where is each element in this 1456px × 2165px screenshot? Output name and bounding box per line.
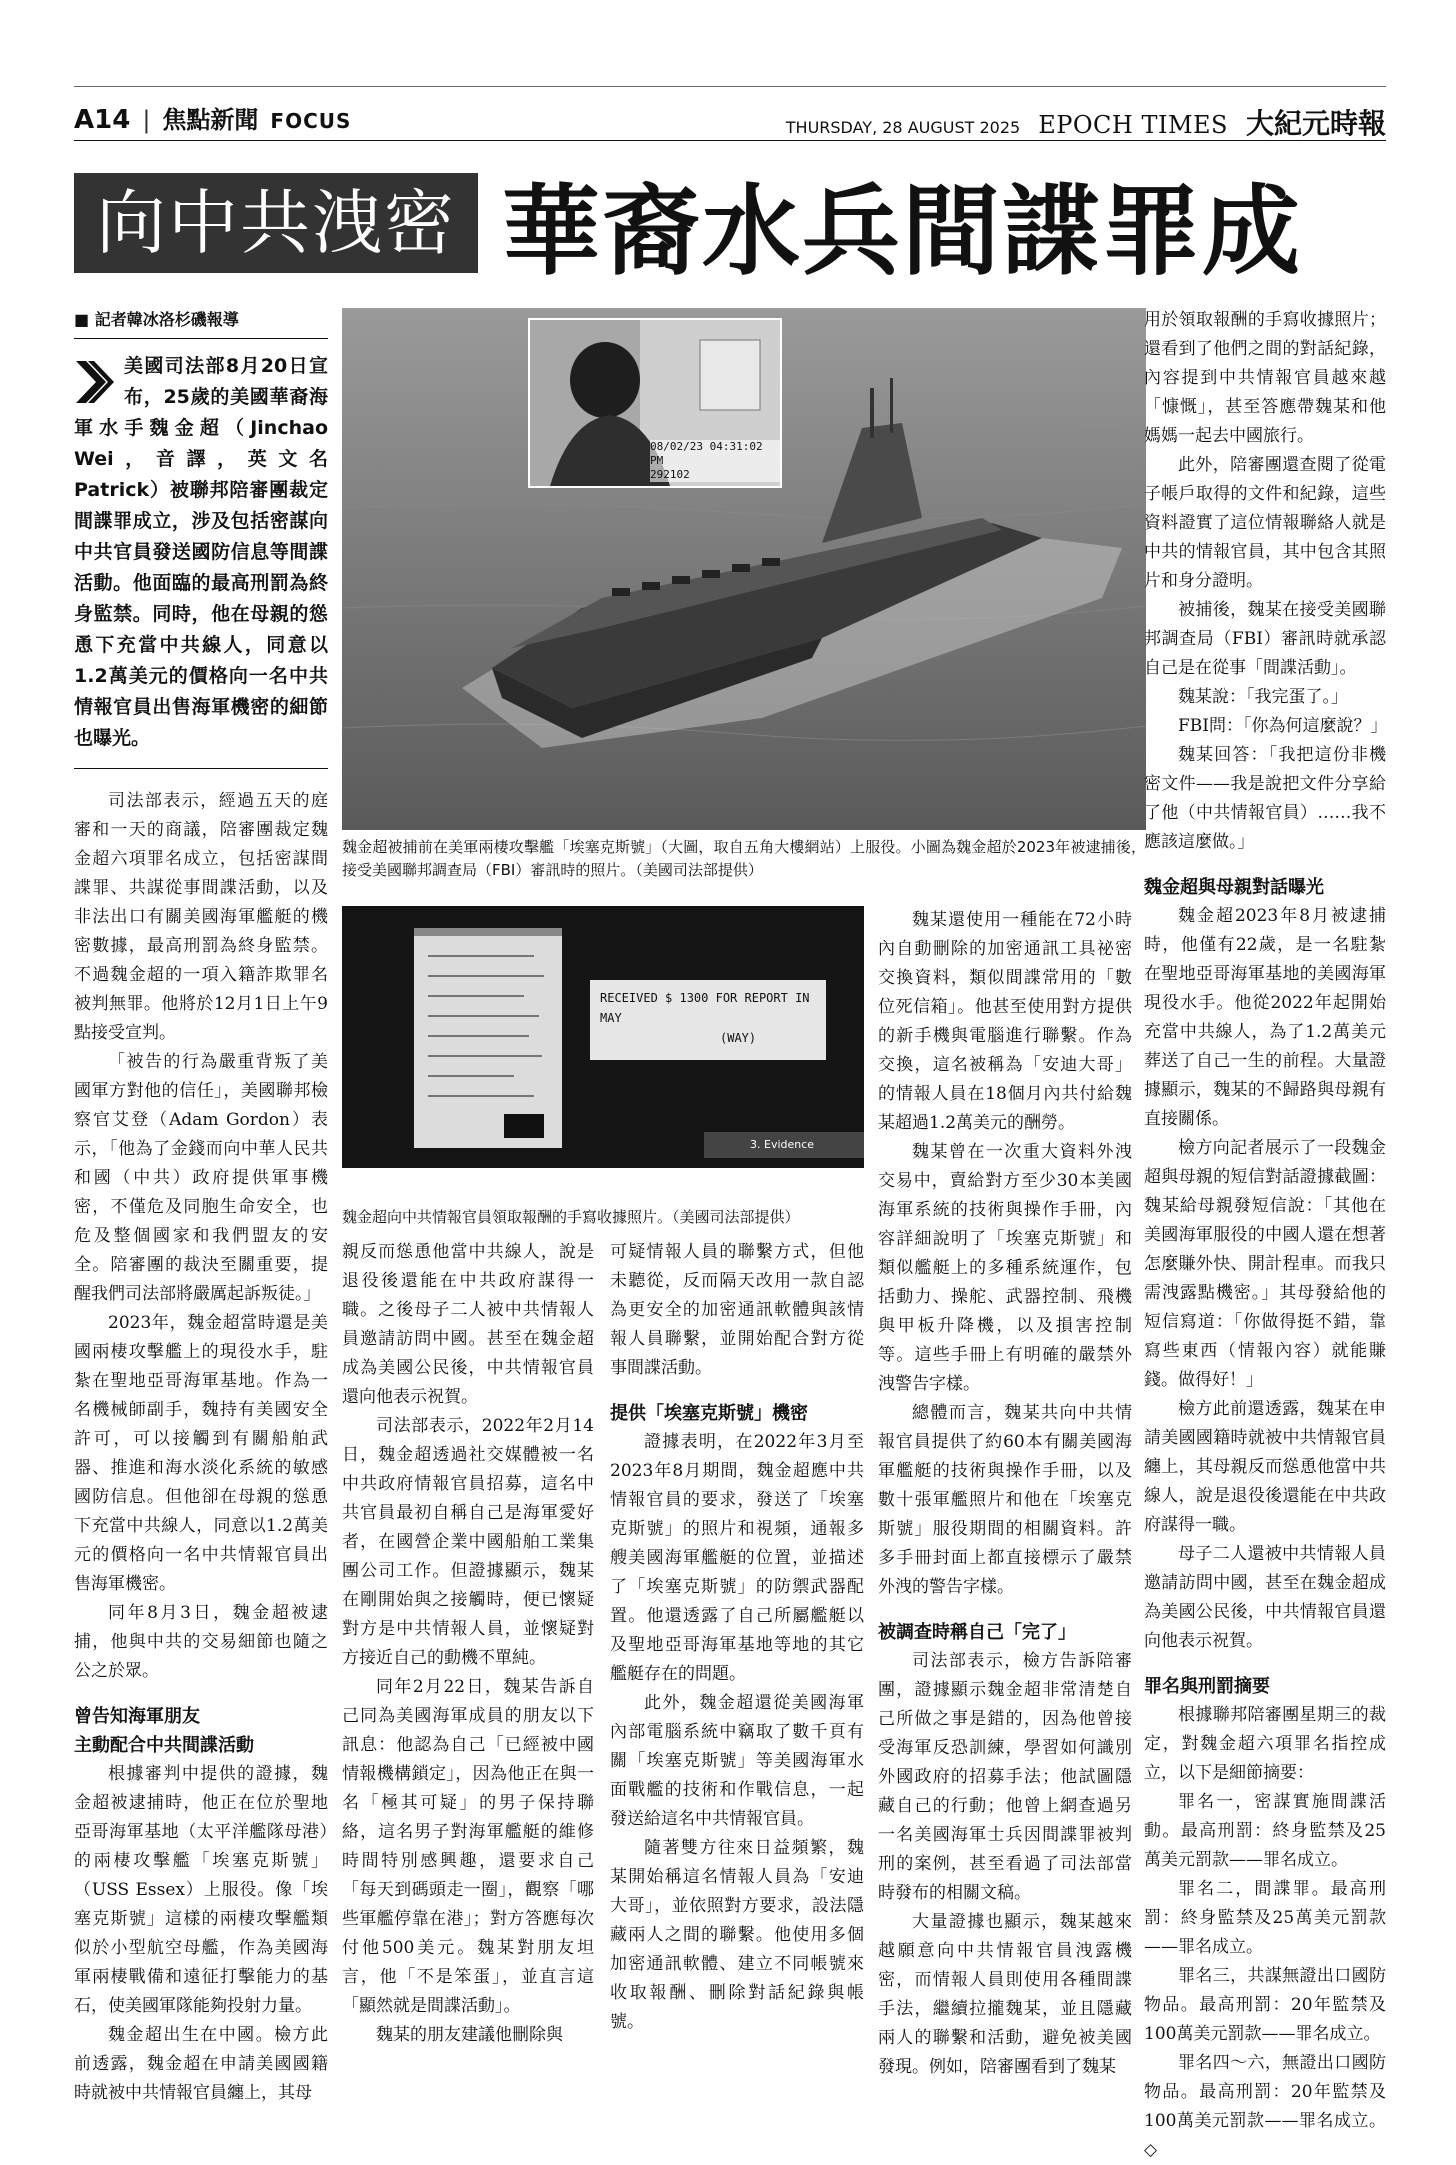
subheading: 曾告知海軍朋友: [74, 1706, 200, 1727]
receipt-closeup: [590, 980, 826, 1060]
byline: ■ 記者韓冰洛杉磯報導: [74, 310, 239, 329]
issue-date: THURSDAY, 28 AUGUST 2025: [785, 118, 1021, 137]
paper-name-en: EPOCH TIMES: [1038, 111, 1228, 139]
lead-rule: [74, 768, 328, 769]
paragraph: 同年8月3日，魏金超被逮捕，他與中共的交易細節也隨之公之於眾。: [74, 1603, 328, 1681]
paragraph: 司法部表示，經過五天的庭審和一天的商議，陪審團裁定魏金超六項罪名成立，包括密謀間諜罪、共謀從事間諜活動，以及非法出口有關美國海軍艦艇的機密數據，最高刑罰為終身監禁。不過魏金超的一項入籍詐欺罪名被判無罪。他將於12月1日上午9點接受宣判。: [74, 791, 328, 1043]
notebook-page: [414, 928, 562, 1148]
paragraph: 「被告的行為嚴重背叛了美國軍方對他的信任」，美國聯邦檢察官艾登（Adam Gordon）表示，「他為了金錢而向中華人民共和國（中共）政府提供軍事機密，不僅危及同胞生命安全，也危及整個國家和我們盟友的安全。陪審團的裁決至關重要，提醒我們司法部將嚴厲起訴叛徒。」: [74, 1052, 328, 1304]
receipt-photo: [342, 906, 864, 1168]
paragraph: 檢方此前還透露，魏某在申請美國國籍時就被中共情報官員纏上，其母親反而慫恿他當中共線人，說是退役後還能在中共政府謀得一職。: [1144, 1399, 1386, 1535]
notebook-lines: [414, 936, 562, 1148]
paragraph: 司法部表示，檢方告訴陪審團，證據顯示魏金超非常清楚自己所做之事是錯的，因為他曾接受海軍反恐訓練，學習如何識別外國政府的招募手法；他試圖隱藏自己的行動；他曾上網查過另一名美國海軍士兵因間諜罪被判刑的案例，甚至看過了司法部當時發布的相關文稿。: [878, 1651, 1132, 1903]
paragraph: 罪名二，間諜罪。最高刑罰：終身監禁及25萬美元罰款——罪名成立。: [1144, 1879, 1386, 1957]
paragraph: 魏某的朋友建議他刪除與: [376, 2025, 563, 2045]
masthead-separator: |: [142, 106, 151, 134]
paragraph: 被捕後，魏某在接受美國聯邦調查局（FBI）審訊時就承認自己是在從事「間諜活動」。: [1144, 600, 1386, 678]
paragraph: 同年2月22日，魏某告訴自己同為美國海軍成員的朋友以下訊息：他認為自己「已經被中國情報機構鎖定」，因為他正在與一名「極其可疑」的男子保持聯絡，這名男子對海軍艦艇的維修時間特別感興趣，還要求自己「每天到碼頭走一圈」，觀察「哪些軍艦停靠在港」；對方答應每次付他500美元。魏某對朋友坦言，他「不是笨蛋」，並直言這「顯然就是間諜活動」。: [342, 1677, 594, 2016]
paragraph: 大量證據也顯示，魏某越來越願意向中共情報官員洩露機密，而情報人員則使用各種間諜手法，繼續拉攏魏某，並且隱藏兩人的聯繫和活動，避免被美國發現。例如，陪審團看到了魏某: [878, 1912, 1132, 2077]
section-title: 焦點新聞: [162, 106, 259, 134]
subheading: 被調查時稱自己「完了」: [878, 1622, 1076, 1643]
masthead-rule: [74, 140, 1386, 141]
headline-main: 華裔水兵間諜罪成: [502, 174, 1303, 289]
column-2: [342, 1238, 594, 2050]
paragraph: 司法部表示，2022年2月14日，魏金超透過社交媒體被一名中共政府情報官員招募，這名中共官員最初自稱自己是海軍愛好者，在國營企業中國船舶工業集團公司工作。但證據顯示，魏某在剛開始與之接觸時，便已懷疑對方是中共情報人員，並懷疑對方接近自己的動機不單純。: [342, 1416, 594, 1668]
subheading: 提供「埃塞克斯號」機密: [610, 1403, 808, 1424]
inset-photo: [528, 318, 782, 488]
paragraph: 2023年，魏金超當時還是美國兩棲攻擊艦上的現役水手，駐紮在聖地亞哥海軍基地。作為一名機械師副手，魏持有美國安全許可，可以接觸到有關船舶武器、推進和海水淡化系統的敏感國防信息。但他卻在母親的慫恿下充當中共線人，同意以1.2萬美元的價格向一名中共情報官員出售海軍機密。: [74, 1313, 328, 1594]
paragraph: 魏某曾在一次重大資料外洩交易中，賣給對方至少30本美國海軍系統的技術與操作手冊，內容詳細說明了「埃塞克斯號」和類似艦艇上的多種系統運作，包括動力、操舵、武器控制、飛機與甲板升降機，以及損害控制等。這些手冊上有明確的嚴禁外洩警告字樣。: [878, 1142, 1132, 1394]
paragraph: 罪名四～六，無證出口國防物品。最高刑罰：20年監禁及100萬美元罰款——罪名成立。◇: [1144, 2053, 1386, 2160]
receipt-text: RECEIVED $ 1300 FOR REPORT IN MAY: [600, 991, 810, 1025]
paragraph: 魏某說：「我完蛋了。」: [1178, 687, 1348, 707]
evidence-label: 3. Evidence: [704, 1132, 864, 1158]
paragraph: FBI問：「你為何這麼說？」: [1178, 716, 1388, 736]
subheading: 罪名與刑罰摘要: [1144, 1676, 1270, 1697]
page-number: A14: [74, 105, 131, 135]
masthead: [74, 100, 1386, 140]
paragraph: 隨著雙方往來日益頻繁，魏某開始稱這名情報人員為「安迪大哥」，並依照對方要求，設法隱藏兩人之間的聯繫。他使用多個加密通訊軟體、建立不同帳號來收取報酬、刪除對話紀錄與帳號。: [610, 1838, 864, 2032]
section-title-en: FOCUS: [270, 109, 352, 133]
photo-caption: 魏金超向中共情報官員領取報酬的手寫收據照片。（美國司法部提供）: [342, 1208, 800, 1226]
top-rule: [74, 86, 1386, 87]
paragraph: 總體而言，魏某共向中共情報官員提供了約60本有關美國海軍艦艇的技術與操作手冊，以及數十張軍艦照片和他在「埃塞克斯號」服役期間的相關資料。許多手冊封面上都直接標示了嚴禁外洩的警告字樣。: [878, 1403, 1132, 1597]
inset-timestamp: 08/02/23 04:31:02 PM: [650, 440, 763, 467]
paragraph: 可疑情報人員的聯繫方式，但他未聽從，反而隔天改用一款自認為更安全的加密通訊軟體與該情報人員聯繫，並開始配合對方從事間諜活動。: [610, 1242, 864, 1378]
column-4: [878, 906, 1132, 2082]
paragraph: 此外，陪審團還查閱了從電子帳戶取得的文件和紀錄，這些資料證實了這位情報聯絡人就是中共的情報官員，其中包含其照片和身分證明。: [1144, 455, 1386, 591]
subheading: 主動配合中共間諜活動: [74, 1735, 254, 1756]
chevron-right-icon: [74, 357, 114, 407]
paragraph: 魏金超出生在中國。檢方此前透露，魏金超在申請美國國籍時就被中共情報官員纏上，其母: [74, 2025, 328, 2103]
paragraph: 用於領取報酬的手寫收據照片；還看到了他們之間的對話紀錄，內容提到中共情報官員越來越「慷慨」，甚至答應帶魏某和他媽媽一起去中國旅行。: [1144, 310, 1386, 446]
photo-caption: 魏金超被捕前在美軍兩棲攻擊艦「埃塞克斯號」（大圖，取自五角大樓網站）上服役。小圖為魏金超於2023年被逮捕後，接受美國聯邦調查局（FBI）審訊時的照片。（美國司法部提供）: [342, 838, 1146, 879]
paragraph: 罪名三，共謀無證出口國防物品。最高刑罰：20年監禁及100萬美元罰款——罪名成立。: [1144, 1966, 1386, 2044]
headline-kicker: 向中共洩密: [74, 173, 478, 273]
ship-photo: [342, 308, 1146, 830]
lead-paragraph: [74, 351, 328, 754]
paragraph: 魏某還使用一種能在72小時內自動刪除的加密通訊工具祕密交換資料，類似間諜常用的「數位死信箱」。他甚至使用對方提供的新手機與電腦進行聯繫。作為交換，這名被稱為「安迪大哥」的情報人員在18個月內共付給魏某超過1.2萬美元的酬勞。: [878, 910, 1132, 1133]
headline: [74, 163, 1303, 289]
paragraph: 魏金超2023年8月被逮捕時，他僅有22歲，是一名駐紮在聖地亞哥海軍基地的美國海軍現役水手。他從2022年起開始充當中共線人，為了1.2萬美元葬送了自己一生的前程。大量證據顯示，魏某的不歸路與母親有直接關係。: [1144, 906, 1386, 1129]
inset-code: 292102: [650, 468, 690, 481]
column-1: [74, 308, 328, 2108]
paragraph: 親反而慫恿他當中共線人，說是退役後還能在中共政府謀得一職。之後母子二人被中共情報人員邀請訪問中國。甚至在魏金超成為美國公民後，中共情報官員還向他表示祝賀。: [342, 1242, 594, 1407]
paragraph: 魏某回答：「我把這份非機密文件——我是說把文件分享給了他（中共情報官員）……我不應該這麼做。」: [1144, 745, 1386, 852]
lead-text: 美國司法部8月20日宣布，25歲的美國華裔海軍水手魏金超（Jinchao Wei，音譯，英文名Patrick）被聯邦陪審團裁定間諜罪成立，涉及包括密謀向中共官員發送國防信息等間諜活動。他面臨的最高刑罰為終身監禁。同時，他在母親的慫恿下充當中共線人，同意以1.2萬美元的價格向一名中共情報官員出售海軍機密的細節也曝光。: [74, 355, 328, 749]
paragraph: 證據表明，在2022年3月至2023年8月期間，魏金超應中共情報官員的要求，發送了「埃塞克斯號」的照片和視頻，通報多艘美國海軍艦艇的位置，並描述了「埃塞克斯號」的防禦武器配置。他還透露了自己所屬艦艇以及聖地亞哥海軍基地等地的其它艦艇存在的問題。: [610, 1432, 864, 1684]
paragraph: 檢方向記者展示了一段魏金超與母親的短信對話證據截圖：魏某給母親發短信說：「其他在美國海軍服役的中國人還在想著怎麼賺外快、開計程車。而我只需洩露點機密。」其母發給他的短信寫道：「你做得挺不錯，靠寫些東西（情報內容）就能賺錢。做得好！」: [1144, 1138, 1386, 1390]
receipt-signature: (WAY): [720, 1031, 757, 1045]
column-3: [610, 1238, 864, 2037]
paragraph: 母子二人還被中共情報人員邀請訪問中國，甚至在魏金超成為美國公民後，中共情報官員還向他表示祝賀。: [1144, 1544, 1386, 1651]
paper-name-cn: 大紀元時報: [1245, 107, 1386, 140]
subheading: 魏金超與母親對話曝光: [1144, 877, 1324, 898]
paragraph: 罪名一，密謀實施間諜活動。最高刑罰：終身監禁及25萬美元罰款——罪名成立。: [1144, 1792, 1386, 1870]
paragraph: 根據審判中提供的證據，魏金超被逮捕時，他正在位於聖地亞哥海軍基地（太平洋艦隊母港）的兩棲攻擊艦「埃塞克斯號」（USS Essex）上服役。像「埃塞克斯號」這樣的兩棲攻擊艦類似於小型航空母艦，作為美國海軍兩棲戰備和遠征打擊能力的基石，使美國軍隊能夠投射力量。: [74, 1764, 328, 2016]
byline-rule: [74, 338, 328, 339]
paragraph: 根據聯邦陪審團星期三的裁定，對魏金超六項罪名指控成立，以下是細節摘要：: [1144, 1705, 1386, 1783]
paragraph: 此外，魏金超還從美國海軍內部電腦系統中竊取了數千頁有關「埃塞克斯號」等美國海軍水面戰艦的技術和作戰信息，一起發送給這名中共情報官員。: [610, 1693, 864, 1829]
column-5: [1144, 306, 1386, 2165]
